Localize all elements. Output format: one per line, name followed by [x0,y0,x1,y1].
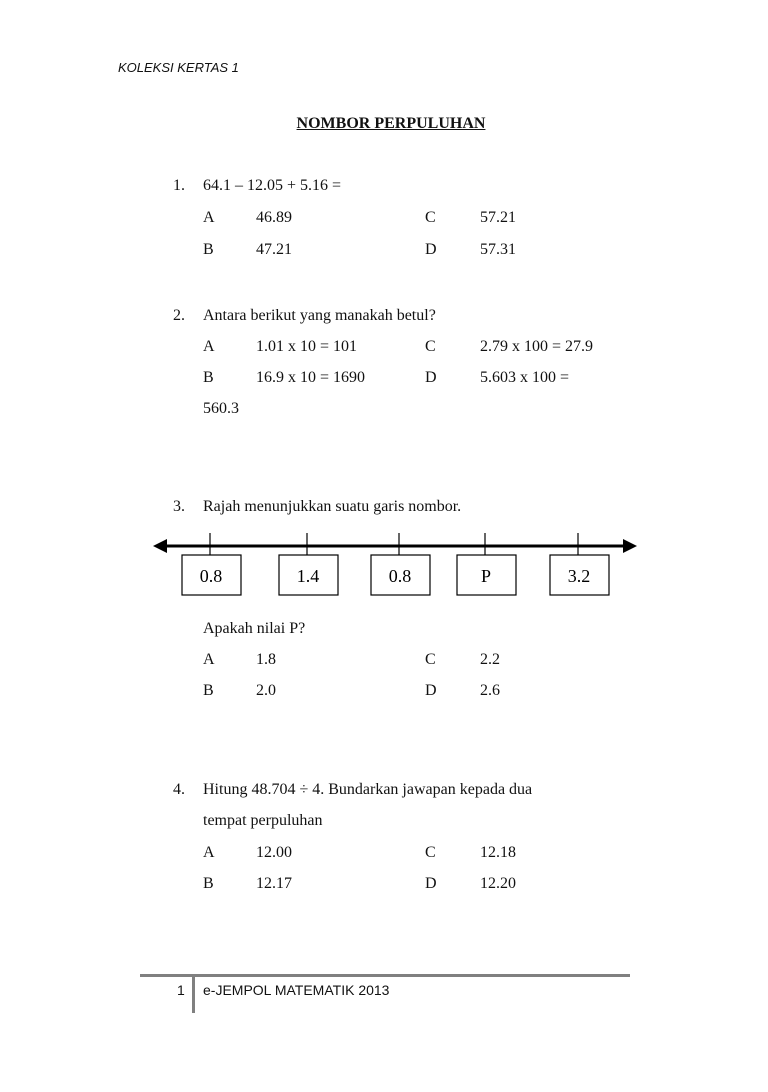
footer-divider [192,975,195,1013]
option-label: C [425,651,436,668]
option-label: D [425,369,437,386]
page-number: 1 [177,982,185,998]
left-arrow-icon [153,539,167,553]
option-a: 1.01 x 10 = 101 [256,338,358,355]
option-b: 2.0 [256,682,276,699]
value-label: P [480,566,492,586]
option-a: 1.8 [256,651,276,668]
option-label: B [203,875,214,892]
question-text: Antara berikut yang manakah betul? [203,307,436,324]
option-c: 2.2 [480,651,500,668]
question-number: 2. [173,307,185,324]
option-label: C [425,209,436,226]
question-text: 64.1 – 12.05 + 5.16 = [203,177,342,194]
option-c: 2.79 x 100 = 27.9 [480,338,594,355]
question-number: 3. [173,498,185,515]
option-d: 2.6 [480,682,500,699]
question-text: Rajah menunjukkan suatu garis nombor. [203,498,462,515]
option-label: C [425,844,436,861]
footer-rule [140,974,630,977]
option-label: D [425,682,437,699]
option-label: A [203,209,215,226]
value-label: 0.8 [388,566,412,586]
option-label: A [203,651,215,668]
option-d: 5.603 x 100 = [480,369,570,386]
option-a: 12.00 [256,844,292,861]
option-d: 57.31 [480,241,516,258]
option-label: C [425,338,436,355]
option-d-continuation: 560.3 [203,400,239,417]
option-b: 47.21 [256,241,292,258]
question-text: Hitung 48.704 ÷ 4. Bundarkan jawapan kepada dua [203,781,533,798]
option-b: 16.9 x 10 = 1690 [256,369,366,386]
option-label: B [203,369,214,386]
option-label: D [425,241,437,258]
sub-question: Apakah nilai P? [203,620,306,637]
option-c: 57.21 [480,209,516,226]
footer-text: e-JEMPOL MATEMATIK 2013 [203,982,390,998]
page-title: NOMBOR PERPULUHAN [296,115,486,132]
option-label: D [425,875,437,892]
option-label: B [203,682,214,699]
right-arrow-icon [623,539,637,553]
question-number: 4. [173,781,185,798]
option-label: A [203,338,215,355]
question-text-line2: tempat perpuluhan [203,812,323,829]
value-label: 3.2 [567,566,591,586]
page-header: KOLEKSI KERTAS 1 [118,60,239,75]
option-b: 12.17 [256,875,292,892]
option-d: 12.20 [480,875,516,892]
number-line-diagram [140,525,650,605]
question-number: 1. [173,177,185,194]
option-label: A [203,844,215,861]
value-label: 1.4 [296,566,320,586]
option-c: 12.18 [480,844,516,861]
option-label: B [203,241,214,258]
option-a: 46.89 [256,209,292,226]
value-label: 0.8 [199,566,223,586]
